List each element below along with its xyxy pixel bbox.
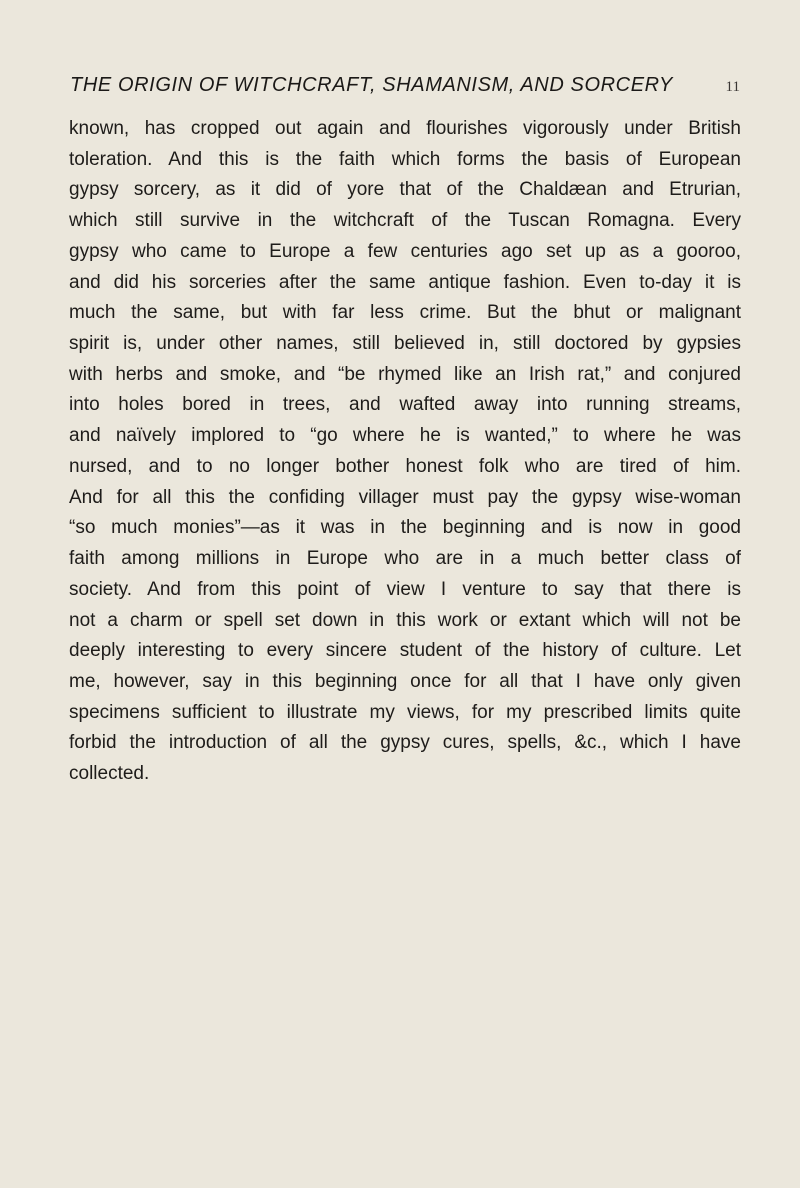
text-line: nursed, and to no longer bother honest folk who are tired of him.: [69, 455, 741, 477]
text-line: forbid the introduction of all the gypsy cures, spells, &c., which I have: [69, 732, 741, 754]
text-line: into holes bored in trees, and wafted away into running streams,: [69, 394, 741, 416]
text-line: not a charm or spell set down in this work or extant which will not be: [69, 609, 741, 631]
text-line: and did his sorceries after the same antique fashion. Even to-day it is: [69, 271, 741, 293]
running-head: [70, 74, 740, 104]
page-number: 11: [725, 79, 740, 95]
text-line: gypsy who came to Europe a few centuries ago set up as a gooroo,: [69, 240, 741, 262]
text-line: which still survive in the witchcraft of the Tuscan Romagna. Every: [69, 210, 741, 232]
text-line: society. And from this point of view I venture to say that there is: [69, 578, 741, 600]
text-line: with herbs and smoke, and “be rhymed like an Irish rat,” and conjured: [69, 363, 741, 385]
text-line: gypsy sorcery, as it did of yore that of the Chaldæan and Etrurian,: [69, 179, 741, 201]
text-line: toleration. And this is the faith which forms the basis of European: [69, 148, 741, 170]
running-title: THE ORIGIN OF WITCHCRAFT, SHAMANISM, AND SORCERY: [70, 74, 673, 96]
text-line: “so much monies”—as it was in the beginning and is now in good: [69, 517, 741, 539]
text-line: And for all this the confiding villager must pay the gypsy wise-woman: [69, 486, 741, 508]
text-line: specimens sufficient to illustrate my views, for my prescribed limits quite: [69, 701, 741, 723]
body-text: [69, 114, 741, 790]
text-line: known, has cropped out again and flourishes vigorously under British: [69, 118, 741, 139]
text-line: deeply interesting to every sincere student of the history of culture. Let: [69, 640, 741, 662]
text-line: me, however, say in this beginning once for all that I have only given: [69, 670, 741, 692]
text-line: collected.: [69, 763, 150, 785]
text-line: spirit is, under other names, still believed in, still doctored by gypsies: [69, 333, 741, 355]
text-line: and naïvely implored to “go where he is wanted,” to where he was: [69, 425, 741, 447]
text-line: faith among millions in Europe who are in a much better class of: [69, 548, 741, 570]
text-line: much the same, but with far less crime. But the bhut or malignant: [69, 302, 741, 324]
